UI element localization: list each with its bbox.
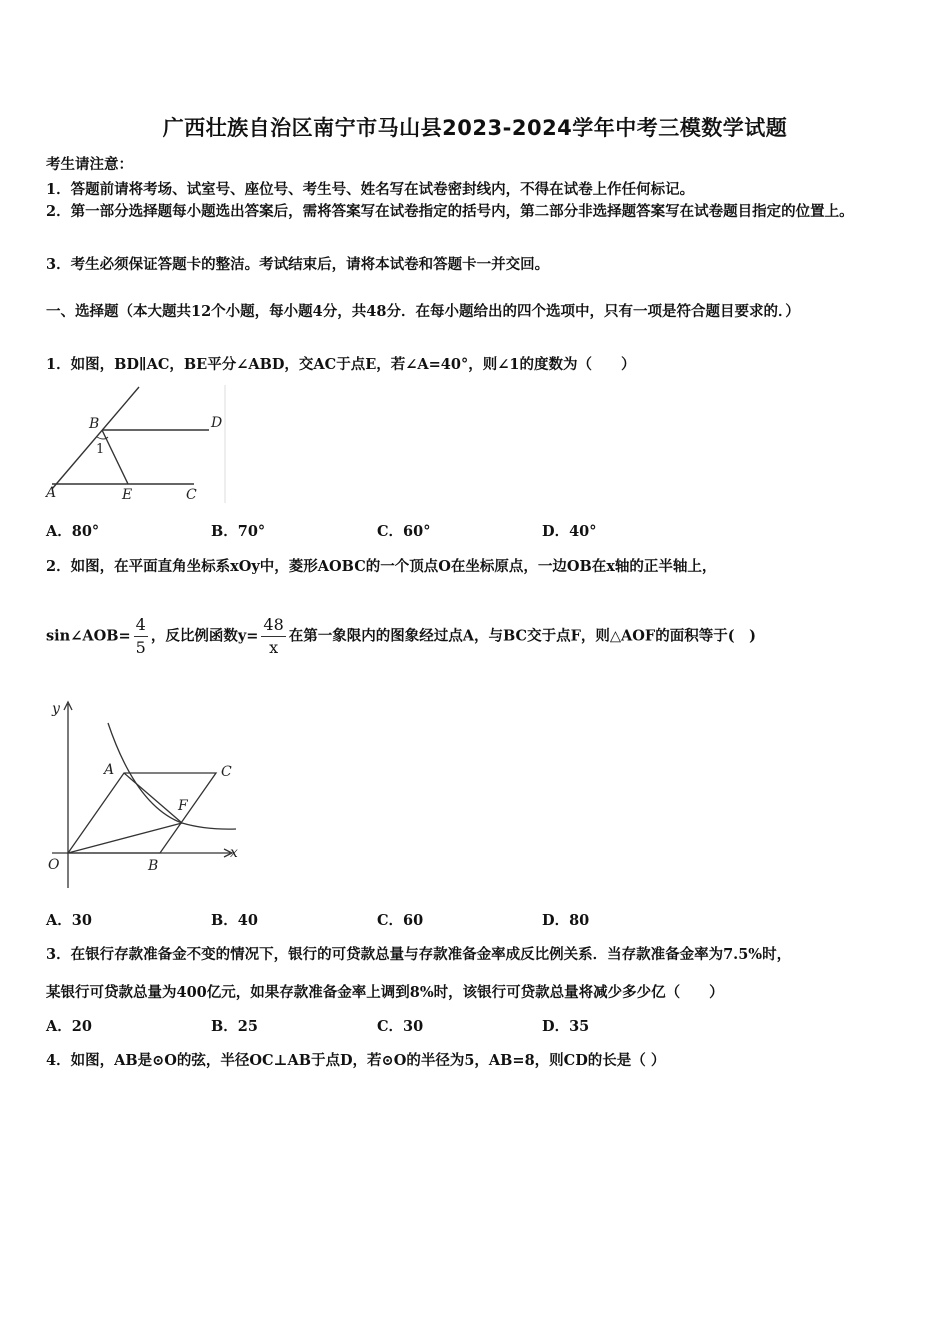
q2-option-a[interactable]: A．30 [46, 912, 92, 929]
q2-fraction-48-x [261, 614, 285, 659]
question-1-figure [44, 385, 230, 505]
q3-option-c[interactable]: C．30 [377, 1018, 424, 1035]
notice-item-2: 2．第一部分选择题每小题选出答案后，需将答案写在试卷指定的括号内，第二部分非选择题答案写在试卷题目指定的位置上。 [46, 203, 854, 220]
q2-label-o: O [48, 857, 60, 873]
q1-label-d: D [211, 415, 223, 431]
q1-label-1: 1 [96, 442, 105, 457]
q1-option-a[interactable]: A．80° [46, 523, 100, 540]
q1-option-b[interactable]: B．70° [211, 523, 266, 540]
section-heading: 一、选择题（本大题共12个小题，每小题4分，共48分．在每小题给出的四个选项中，只有一项是符合题目要求的．） [46, 303, 800, 320]
q2-line-af [124, 773, 182, 823]
q3-option-b[interactable]: B．25 [211, 1018, 258, 1035]
q2-option-c[interactable]: C．60 [377, 912, 424, 929]
q2-rhombus-aobc [68, 773, 216, 853]
q1-label-e: E [122, 487, 133, 503]
q1-option-d[interactable]: D．40° [542, 523, 597, 540]
q3-option-d[interactable]: D．35 [542, 1018, 590, 1035]
q1-option-c[interactable]: C．60° [377, 523, 431, 540]
notice-item-1: 1．答题前请将考场、试室号、座位号、考生号、姓名写在试卷密封线内，不得在试卷上作任何标记。 [46, 181, 695, 198]
question-3-text-1: 3．在银行存款准备金不变的情况下，银行的可贷款总量与存款准备金率成反比例关系．当存款准备金率为7.5%时， [46, 946, 792, 963]
q2-label-c: C [221, 764, 232, 780]
q2-option-b[interactable]: B．40 [211, 912, 258, 929]
q1-label-b: B [89, 416, 100, 432]
q2-label-a: A [104, 762, 115, 778]
q2-option-d[interactable]: D．80 [542, 912, 590, 929]
q1-label-c: C [186, 487, 197, 503]
q2-fraction-4-5 [134, 614, 148, 659]
q2-label-b: B [148, 858, 159, 874]
question-1-text: 1．如图，BD∥AC，BE平分∠ABD，交AC于点E，若∠A=40°，则∠1的度数为（ ） [46, 356, 636, 373]
q2-label-f: F [178, 798, 188, 814]
question-2-text: 2．如图，在平面直角坐标系xOy中，菱形AOBC的一个顶点O在坐标原点，一边OB在x轴的正半轴上， [46, 558, 717, 575]
q3-option-a[interactable]: A．20 [46, 1018, 92, 1035]
question-3-text-2: 某银行可贷款总量为400亿元，如果存款准备金率上调到8%时，该银行可贷款总量将减少多少亿（ ） [46, 984, 724, 1001]
q2-label-x: x [230, 845, 238, 861]
q1-line-ab [52, 387, 139, 489]
q2-frac1-den: 5 [135, 638, 146, 657]
question-4-text: 4．如图，AB是⊙O的弦，半径OC⊥AB于点D，若⊙O的半径为5，AB=8，则CD的长是（ ） [46, 1052, 666, 1069]
q2-frac2-num: 48 [263, 615, 284, 634]
q2-mid-text: ，反比例函数y= [150, 627, 259, 645]
notice-item-3: 3．考生必须保证答题卡的整洁。考试结束后，请将本试卷和答题卡一并交回。 [46, 256, 550, 273]
question-2-figure [44, 698, 250, 894]
q1-angle-arc [97, 437, 108, 439]
page-title: 广西壮族自治区南宁市马山县2023-2024学年中考三模数学试题 [162, 116, 788, 140]
q1-label-a: A [46, 485, 57, 501]
q2-label-y: y [52, 701, 60, 717]
q2-frac1-num: 4 [135, 615, 146, 634]
q2-tail-text: 在第一象限内的图象经过点A，与BC交于点F，则△AOF的面积等于( ) [288, 627, 756, 645]
question-2-formula-line [46, 614, 756, 659]
notice-heading: 考生请注意： [46, 156, 133, 173]
q2-sin-prefix: sin∠AOB= [46, 627, 131, 645]
q2-frac2-den: x [261, 636, 285, 659]
